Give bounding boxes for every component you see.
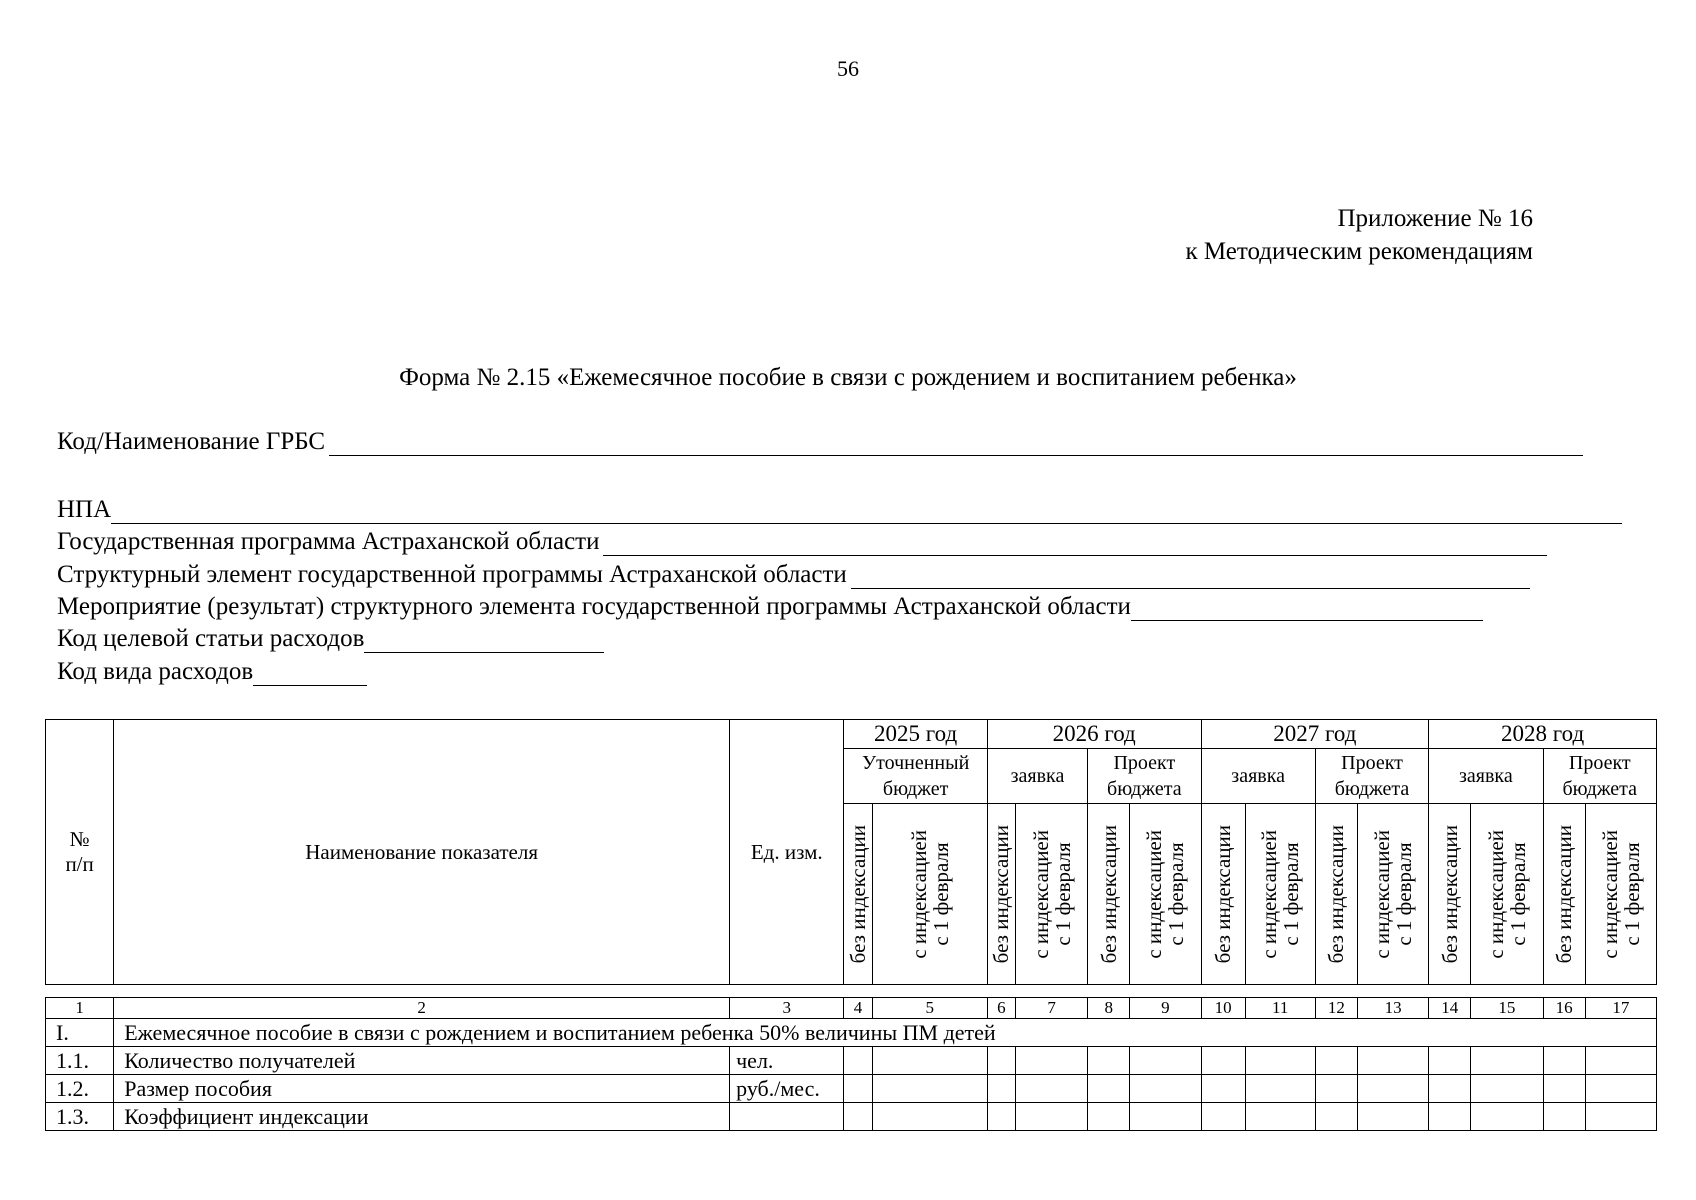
col-number: 3: [730, 998, 844, 1019]
subheader-project-2026: Проект бюджета: [1088, 749, 1201, 804]
col-number: 6: [987, 998, 1015, 1019]
value-cell[interactable]: [987, 1075, 1015, 1103]
year-header-2027: 2027 год: [1201, 720, 1429, 749]
section-title: Ежемесячное пособие в связи с рождением и воспитанием ребенка 50% величины ПМ детей: [114, 1019, 1657, 1047]
col-number: 1: [46, 998, 114, 1019]
year-header-2026: 2026 год: [987, 720, 1201, 749]
npa-field: [57, 494, 1622, 524]
value-cell[interactable]: [1585, 1075, 1656, 1103]
value-cell[interactable]: [1315, 1075, 1357, 1103]
row-number: 1.1.: [46, 1047, 114, 1075]
value-cell[interactable]: [1245, 1047, 1315, 1075]
vheader-with-index: с индексацией с 1 февраля: [1357, 804, 1428, 985]
value-cell[interactable]: [1471, 1103, 1543, 1131]
program-field: [57, 526, 1547, 556]
table-row: [46, 1075, 1657, 1103]
section-row: [46, 1019, 1657, 1047]
vheader-no-index: без индексации: [987, 804, 1015, 985]
npa-input-line[interactable]: [111, 499, 1622, 524]
subheader-request-2027: заявка: [1201, 749, 1315, 804]
expense-code-input-line[interactable]: [253, 661, 367, 686]
expense-code-field: [57, 656, 367, 686]
value-cell[interactable]: [844, 1075, 872, 1103]
value-cell[interactable]: [987, 1047, 1015, 1075]
row-unit: руб./мес.: [730, 1075, 844, 1103]
col-number: 7: [1015, 998, 1087, 1019]
value-cell[interactable]: [872, 1075, 987, 1103]
row-number: 1.2.: [46, 1075, 114, 1103]
row-unit: [730, 1103, 844, 1131]
vheader-no-index: без индексации: [1315, 804, 1357, 985]
vheader-no-index: без индексации: [1201, 804, 1245, 985]
element-input-line[interactable]: [851, 564, 1530, 589]
col-header-name: Наименование показателя: [114, 720, 730, 985]
value-cell[interactable]: [1088, 1103, 1130, 1131]
element-field: [57, 559, 1530, 589]
vheader-no-index: без индексации: [1088, 804, 1130, 985]
program-label: Государственная программа Астраханской области: [57, 528, 600, 555]
col-number: 17: [1585, 998, 1656, 1019]
value-cell[interactable]: [1015, 1047, 1087, 1075]
col-header-no: № п/п: [46, 720, 114, 985]
col-number: 9: [1130, 998, 1201, 1019]
npa-label: НПА: [57, 496, 112, 523]
value-cell[interactable]: [1471, 1075, 1543, 1103]
value-cell[interactable]: [1015, 1075, 1087, 1103]
vheader-with-index: с индексацией с 1 февраля: [1015, 804, 1087, 985]
value-cell[interactable]: [1130, 1047, 1201, 1075]
value-cell[interactable]: [1130, 1075, 1201, 1103]
measure-label: Мероприятие (результат) структурного элемента государственной программы Астраханской области: [57, 593, 1131, 620]
value-cell[interactable]: [844, 1103, 872, 1131]
row-name: Коэффициент индексации: [114, 1103, 730, 1131]
target-code-input-line[interactable]: [364, 628, 604, 653]
value-cell[interactable]: [872, 1047, 987, 1075]
target-code-label: Код целевой статьи расходов: [57, 625, 365, 652]
value-cell[interactable]: [1201, 1047, 1245, 1075]
value-cell[interactable]: [1245, 1075, 1315, 1103]
grbs-field: [57, 426, 1583, 456]
value-cell[interactable]: [1088, 1047, 1130, 1075]
value-cell[interactable]: [1585, 1047, 1656, 1075]
col-number: 14: [1429, 998, 1471, 1019]
expense-code-label: Код вида расходов: [57, 658, 254, 685]
table-row: [46, 1103, 1657, 1131]
appendix-line-2: к Методическим рекомендациям: [1185, 238, 1533, 265]
col-number: 11: [1245, 998, 1315, 1019]
form-title: Форма № 2.15 «Ежемесячное пособие в связи с рождением и воспитанием ребенка»: [399, 364, 1297, 391]
subheader-project-2027: Проект бюджета: [1315, 749, 1428, 804]
target-code-field: [57, 623, 604, 653]
col-number: 2: [114, 998, 730, 1019]
row-number: 1.3.: [46, 1103, 114, 1131]
col-number: 10: [1201, 998, 1245, 1019]
row-name: Размер пособия: [114, 1075, 730, 1103]
value-cell[interactable]: [1543, 1047, 1585, 1075]
vheader-with-index: с индексацией с 1 февраля: [872, 804, 987, 985]
value-cell[interactable]: [1543, 1075, 1585, 1103]
indicator-table-body: [45, 997, 1657, 1131]
value-cell[interactable]: [1429, 1047, 1471, 1075]
value-cell[interactable]: [987, 1103, 1015, 1131]
col-header-unit: Ед. изм.: [730, 720, 844, 985]
value-cell[interactable]: [1015, 1103, 1087, 1131]
page-number: 56: [837, 56, 859, 81]
value-cell[interactable]: [1357, 1047, 1428, 1075]
grbs-input-line[interactable]: [329, 431, 1583, 456]
value-cell[interactable]: [1357, 1103, 1428, 1131]
row-unit: чел.: [730, 1047, 844, 1075]
year-header-2025: 2025 год: [844, 720, 987, 749]
value-cell[interactable]: [1543, 1103, 1585, 1131]
vheader-with-index: с индексацией с 1 февраля: [1471, 804, 1543, 985]
indicator-table-header: [45, 719, 1657, 985]
value-cell[interactable]: [1471, 1047, 1543, 1075]
vheader-with-index: с индексацией с 1 февраля: [1130, 804, 1201, 985]
vheader-no-index: без индексации: [1429, 804, 1471, 985]
vheader-with-index: с индексацией с 1 февраля: [1245, 804, 1315, 985]
appendix-note: [1185, 202, 1533, 268]
measure-input-line[interactable]: [1131, 596, 1483, 621]
row-name: Количество получателей: [114, 1047, 730, 1075]
vheader-with-index: с индексацией с 1 февраля: [1585, 804, 1656, 985]
section-number: I.: [46, 1019, 114, 1047]
value-cell[interactable]: [872, 1103, 987, 1131]
column-number-row: [46, 998, 1657, 1019]
value-cell[interactable]: [1429, 1103, 1471, 1131]
year-header-2028: 2028 год: [1429, 720, 1657, 749]
grbs-label: Код/Наименование ГРБС: [57, 428, 326, 455]
subheader-request-2028: заявка: [1429, 749, 1543, 804]
value-cell[interactable]: [1315, 1047, 1357, 1075]
value-cell[interactable]: [1315, 1103, 1357, 1131]
element-label: Структурный элемент государственной программы Астраханской области: [57, 561, 847, 588]
col-number: 12: [1315, 998, 1357, 1019]
appendix-line-1: Приложение № 16: [1337, 205, 1533, 232]
table-row: [46, 1047, 1657, 1075]
value-cell[interactable]: [1088, 1075, 1130, 1103]
value-cell[interactable]: [1201, 1075, 1245, 1103]
subheader-request-2026: заявка: [987, 749, 1087, 804]
col-number: 8: [1088, 998, 1130, 1019]
col-number: 4: [844, 998, 872, 1019]
value-cell[interactable]: [1130, 1103, 1201, 1131]
program-input-line[interactable]: [603, 531, 1547, 556]
col-number: 15: [1471, 998, 1543, 1019]
measure-field: [57, 591, 1483, 621]
vheader-no-index: без индексации: [1543, 804, 1585, 985]
value-cell[interactable]: [1201, 1103, 1245, 1131]
subheader-refined-budget-2025: Уточненный бюджет: [844, 749, 987, 804]
value-cell[interactable]: [1245, 1103, 1315, 1131]
col-number: 5: [872, 998, 987, 1019]
subheader-project-2028: Проект бюджета: [1543, 749, 1656, 804]
vheader-no-index: без индексации: [844, 804, 872, 985]
value-cell[interactable]: [1429, 1075, 1471, 1103]
value-cell[interactable]: [1357, 1075, 1428, 1103]
col-number: 13: [1357, 998, 1428, 1019]
value-cell[interactable]: [844, 1047, 872, 1075]
col-number: 16: [1543, 998, 1585, 1019]
value-cell[interactable]: [1585, 1103, 1656, 1131]
